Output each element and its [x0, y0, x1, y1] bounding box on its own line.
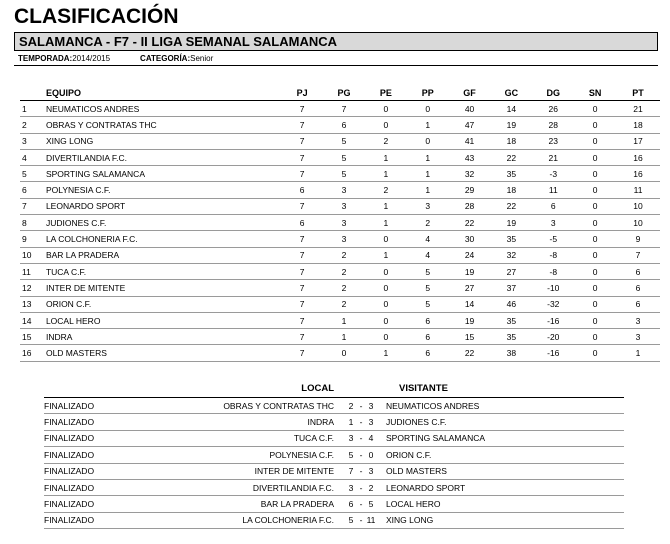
cell-gf: 30	[449, 231, 491, 247]
cell-pe: 0	[365, 296, 407, 312]
cell-gc: 46	[490, 296, 532, 312]
result-away-score: 11	[366, 512, 376, 528]
cell-gc: 35	[490, 231, 532, 247]
cell-sn: 0	[574, 312, 616, 328]
season-info	[14, 53, 658, 66]
cell-dg: 26	[532, 101, 574, 117]
list-item	[44, 496, 624, 512]
cell-dg: 6	[532, 198, 574, 214]
cell-gf: 24	[449, 247, 491, 263]
cell-team: LOCAL HERO	[42, 312, 281, 328]
result-status: FINALIZADO	[44, 447, 174, 463]
result-away: SPORTING SALAMANCA	[376, 430, 624, 446]
category-label: CATEGORÍA:	[140, 54, 191, 63]
cell-pj: 7	[281, 117, 323, 133]
column-header-pt: PT	[616, 86, 660, 101]
cell-gf: 15	[449, 329, 491, 345]
cell-sn: 0	[574, 345, 616, 361]
list-item	[44, 398, 624, 414]
cell-pt: 3	[616, 329, 660, 345]
cell-gf: 41	[449, 133, 491, 149]
result-away-score: 2	[366, 479, 376, 495]
cell-pos: 3	[20, 133, 42, 149]
cell-team: ORION C.F.	[42, 296, 281, 312]
result-sep: -	[356, 447, 366, 463]
cell-pg: 2	[323, 247, 365, 263]
cell-pos: 7	[20, 198, 42, 214]
list-item	[44, 512, 624, 528]
results-header-visitor: VISITANTE	[399, 383, 448, 394]
cell-pg: 0	[323, 345, 365, 361]
cell-pp: 3	[407, 198, 449, 214]
cell-pp: 2	[407, 215, 449, 231]
season-label: TEMPORADA:	[18, 54, 73, 63]
cell-gc: 22	[490, 198, 532, 214]
cell-pos: 13	[20, 296, 42, 312]
cell-sn: 0	[574, 329, 616, 345]
list-item	[44, 447, 624, 463]
result-home-score: 5	[346, 447, 356, 463]
cell-pt: 16	[616, 149, 660, 165]
cell-sn: 0	[574, 198, 616, 214]
cell-pt: 16	[616, 166, 660, 182]
cell-sn: 0	[574, 247, 616, 263]
result-status: FINALIZADO	[44, 414, 174, 430]
result-home-score: 5	[346, 512, 356, 528]
cell-pe: 1	[365, 149, 407, 165]
cell-dg: 23	[532, 133, 574, 149]
cell-pg: 5	[323, 133, 365, 149]
column-header-pj: PJ	[281, 86, 323, 101]
result-away-score: 0	[366, 447, 376, 463]
column-header-sn: SN	[574, 86, 616, 101]
cell-pe: 1	[365, 166, 407, 182]
cell-gc: 35	[490, 312, 532, 328]
cell-pe: 0	[365, 101, 407, 117]
cell-pj: 6	[281, 215, 323, 231]
cell-sn: 0	[574, 215, 616, 231]
cell-pos: 1	[20, 101, 42, 117]
cell-sn: 0	[574, 149, 616, 165]
league-name-bar	[14, 32, 658, 51]
cell-pj: 7	[281, 166, 323, 182]
table-row	[20, 345, 660, 361]
cell-pt: 10	[616, 215, 660, 231]
standings-header-row	[20, 86, 660, 101]
table-row	[20, 231, 660, 247]
table-row	[20, 149, 660, 165]
result-away-score: 3	[366, 398, 376, 414]
cell-gf: 47	[449, 117, 491, 133]
league-name: SALAMANCA - F7 - II LIGA SEMANAL SALAMANCA	[19, 34, 338, 49]
column-header-dg: DG	[532, 86, 574, 101]
cell-pg: 3	[323, 231, 365, 247]
column-header-pg: PG	[323, 86, 365, 101]
result-sep: -	[356, 414, 366, 430]
list-item	[44, 479, 624, 495]
result-sep: -	[356, 430, 366, 446]
cell-pj: 7	[281, 312, 323, 328]
cell-pt: 11	[616, 182, 660, 198]
cell-pos: 2	[20, 117, 42, 133]
cell-pp: 1	[407, 166, 449, 182]
table-row	[20, 101, 660, 117]
result-home-score: 3	[346, 430, 356, 446]
cell-pj: 7	[281, 263, 323, 279]
cell-pp: 6	[407, 345, 449, 361]
result-away-score: 3	[366, 463, 376, 479]
cell-pt: 6	[616, 280, 660, 296]
cell-gf: 40	[449, 101, 491, 117]
cell-pp: 6	[407, 312, 449, 328]
cell-pt: 17	[616, 133, 660, 149]
cell-pos: 6	[20, 182, 42, 198]
list-item	[44, 430, 624, 446]
cell-pg: 6	[323, 117, 365, 133]
table-row	[20, 215, 660, 231]
result-away: OLD MASTERS	[376, 463, 624, 479]
cell-pt: 7	[616, 247, 660, 263]
cell-pos: 16	[20, 345, 42, 361]
cell-dg: -5	[532, 231, 574, 247]
result-sep: -	[356, 512, 366, 528]
result-away-score: 5	[366, 496, 376, 512]
result-status: FINALIZADO	[44, 430, 174, 446]
cell-pe: 0	[365, 231, 407, 247]
cell-gc: 18	[490, 182, 532, 198]
cell-pt: 6	[616, 263, 660, 279]
cell-team: SPORTING SALAMANCA	[42, 166, 281, 182]
cell-pos: 4	[20, 149, 42, 165]
cell-pe: 1	[365, 215, 407, 231]
cell-team: OBRAS Y CONTRATAS THC	[42, 117, 281, 133]
cell-gc: 19	[490, 215, 532, 231]
cell-pg: 2	[323, 280, 365, 296]
cell-gc: 14	[490, 101, 532, 117]
cell-pos: 9	[20, 231, 42, 247]
cell-pp: 5	[407, 263, 449, 279]
cell-gf: 28	[449, 198, 491, 214]
cell-pj: 7	[281, 280, 323, 296]
result-status: FINALIZADO	[44, 479, 174, 495]
result-status: FINALIZADO	[44, 463, 174, 479]
cell-pe: 0	[365, 117, 407, 133]
cell-pe: 0	[365, 280, 407, 296]
column-header-pos	[20, 86, 42, 101]
results-table	[44, 397, 624, 529]
cell-team: INTER DE MITENTE	[42, 280, 281, 296]
table-row	[20, 312, 660, 328]
cell-dg: -8	[532, 263, 574, 279]
cell-sn: 0	[574, 166, 616, 182]
cell-pt: 1	[616, 345, 660, 361]
table-row	[20, 198, 660, 214]
cell-sn: 0	[574, 117, 616, 133]
result-home: INDRA	[174, 414, 346, 430]
table-row	[20, 182, 660, 198]
cell-pg: 2	[323, 263, 365, 279]
cell-pg: 2	[323, 296, 365, 312]
cell-dg: 3	[532, 215, 574, 231]
cell-pos: 5	[20, 166, 42, 182]
cell-team: INDRA	[42, 329, 281, 345]
result-home: OBRAS Y CONTRATAS THC	[174, 398, 346, 414]
cell-gf: 14	[449, 296, 491, 312]
result-status: FINALIZADO	[44, 496, 174, 512]
cell-gf: 19	[449, 312, 491, 328]
list-item	[44, 463, 624, 479]
cell-dg: 21	[532, 149, 574, 165]
result-home: BAR LA PRADERA	[174, 496, 346, 512]
cell-sn: 0	[574, 296, 616, 312]
cell-dg: -32	[532, 296, 574, 312]
cell-pj: 7	[281, 149, 323, 165]
table-row	[20, 117, 660, 133]
cell-team: TUCA C.F.	[42, 263, 281, 279]
result-sep: -	[356, 398, 366, 414]
cell-pe: 1	[365, 247, 407, 263]
cell-dg: -10	[532, 280, 574, 296]
result-home-score: 1	[346, 414, 356, 430]
table-row	[20, 133, 660, 149]
result-home-score: 7	[346, 463, 356, 479]
cell-gf: 19	[449, 263, 491, 279]
cell-pe: 0	[365, 312, 407, 328]
cell-gc: 27	[490, 263, 532, 279]
cell-pt: 6	[616, 296, 660, 312]
result-away: NEUMATICOS ANDRES	[376, 398, 624, 414]
cell-sn: 0	[574, 280, 616, 296]
cell-gc: 35	[490, 166, 532, 182]
cell-pj: 7	[281, 247, 323, 263]
result-sep: -	[356, 463, 366, 479]
table-row	[20, 166, 660, 182]
cell-pg: 3	[323, 215, 365, 231]
result-sep: -	[356, 479, 366, 495]
category-value: Senior	[190, 54, 214, 63]
cell-pos: 12	[20, 280, 42, 296]
cell-pj: 7	[281, 101, 323, 117]
cell-pp: 1	[407, 149, 449, 165]
result-away-score: 4	[366, 430, 376, 446]
cell-pe: 1	[365, 345, 407, 361]
cell-gc: 18	[490, 133, 532, 149]
cell-pe: 2	[365, 182, 407, 198]
cell-pg: 7	[323, 101, 365, 117]
cell-gf: 29	[449, 182, 491, 198]
cell-pos: 8	[20, 215, 42, 231]
cell-team: DIVERTILANDIA F.C.	[42, 149, 281, 165]
cell-dg: -20	[532, 329, 574, 345]
cell-gc: 22	[490, 149, 532, 165]
cell-gc: 32	[490, 247, 532, 263]
cell-pp: 6	[407, 329, 449, 345]
cell-pg: 1	[323, 329, 365, 345]
cell-pj: 7	[281, 296, 323, 312]
cell-pp: 4	[407, 247, 449, 263]
result-home: INTER DE MITENTE	[174, 463, 346, 479]
page-title: CLASIFICACIÓN	[14, 5, 179, 28]
cell-dg: -3	[532, 166, 574, 182]
cell-team: BAR LA PRADERA	[42, 247, 281, 263]
cell-team: JUDIONES C.F.	[42, 215, 281, 231]
column-header-gf: GF	[449, 86, 491, 101]
cell-pg: 1	[323, 312, 365, 328]
table-row	[20, 263, 660, 279]
cell-gf: 22	[449, 345, 491, 361]
cell-pe: 2	[365, 133, 407, 149]
result-home: LA COLCHONERIA F.C.	[174, 512, 346, 528]
cell-pg: 3	[323, 182, 365, 198]
cell-pt: 18	[616, 117, 660, 133]
cell-dg: -16	[532, 312, 574, 328]
cell-pp: 1	[407, 182, 449, 198]
result-status: FINALIZADO	[44, 512, 174, 528]
column-header-pp: PP	[407, 86, 449, 101]
cell-team: XING LONG	[42, 133, 281, 149]
standings-table	[20, 86, 660, 362]
cell-dg: -16	[532, 345, 574, 361]
cell-dg: 11	[532, 182, 574, 198]
cell-gf: 27	[449, 280, 491, 296]
cell-team: LEONARDO SPORT	[42, 198, 281, 214]
list-item	[44, 414, 624, 430]
cell-pp: 0	[407, 133, 449, 149]
cell-pos: 15	[20, 329, 42, 345]
cell-pj: 7	[281, 345, 323, 361]
result-away: XING LONG	[376, 512, 624, 528]
cell-pj: 6	[281, 182, 323, 198]
cell-gc: 38	[490, 345, 532, 361]
cell-pg: 3	[323, 198, 365, 214]
result-status: FINALIZADO	[44, 398, 174, 414]
cell-pos: 14	[20, 312, 42, 328]
results-header	[44, 381, 624, 395]
result-home-score: 6	[346, 496, 356, 512]
cell-sn: 0	[574, 182, 616, 198]
result-away: ORION C.F.	[376, 447, 624, 463]
results-header-local: LOCAL	[301, 383, 334, 394]
column-header-pe: PE	[365, 86, 407, 101]
cell-pp: 5	[407, 280, 449, 296]
result-away: LEONARDO SPORT	[376, 479, 624, 495]
cell-pe: 0	[365, 263, 407, 279]
result-sep: -	[356, 496, 366, 512]
table-row	[20, 247, 660, 263]
result-home-score: 2	[346, 398, 356, 414]
cell-pe: 0	[365, 329, 407, 345]
cell-gf: 43	[449, 149, 491, 165]
table-row	[20, 280, 660, 296]
cell-gf: 22	[449, 215, 491, 231]
table-row	[20, 296, 660, 312]
cell-pj: 7	[281, 329, 323, 345]
cell-dg: 28	[532, 117, 574, 133]
cell-pe: 1	[365, 198, 407, 214]
cell-pt: 3	[616, 312, 660, 328]
cell-pp: 5	[407, 296, 449, 312]
result-away-score: 3	[366, 414, 376, 430]
season-value: 2014/2015	[72, 54, 111, 63]
cell-sn: 0	[574, 101, 616, 117]
cell-pt: 21	[616, 101, 660, 117]
cell-team: NEUMATICOS ANDRES	[42, 101, 281, 117]
cell-pp: 4	[407, 231, 449, 247]
result-home-score: 3	[346, 479, 356, 495]
cell-sn: 0	[574, 133, 616, 149]
result-home: TUCA C.F.	[174, 430, 346, 446]
cell-pj: 7	[281, 231, 323, 247]
column-header-gc: GC	[490, 86, 532, 101]
cell-gc: 19	[490, 117, 532, 133]
cell-team: LA COLCHONERIA F.C.	[42, 231, 281, 247]
cell-gc: 35	[490, 329, 532, 345]
cell-sn: 0	[574, 263, 616, 279]
cell-pp: 1	[407, 117, 449, 133]
result-away: LOCAL HERO	[376, 496, 624, 512]
column-header-team: EQUIPO	[42, 86, 281, 101]
table-row	[20, 329, 660, 345]
cell-team: OLD MASTERS	[42, 345, 281, 361]
cell-pj: 7	[281, 198, 323, 214]
cell-pt: 9	[616, 231, 660, 247]
cell-gc: 37	[490, 280, 532, 296]
result-home: POLYNESIA C.F.	[174, 447, 346, 463]
cell-pos: 10	[20, 247, 42, 263]
cell-pt: 10	[616, 198, 660, 214]
cell-gf: 32	[449, 166, 491, 182]
cell-pp: 0	[407, 101, 449, 117]
cell-pg: 5	[323, 149, 365, 165]
result-away: JUDIONES C.F.	[376, 414, 624, 430]
cell-pg: 5	[323, 166, 365, 182]
cell-team: POLYNESIA C.F.	[42, 182, 281, 198]
cell-pj: 7	[281, 133, 323, 149]
cell-sn: 0	[574, 231, 616, 247]
result-home: DIVERTILANDIA F.C.	[174, 479, 346, 495]
cell-pos: 11	[20, 263, 42, 279]
cell-dg: -8	[532, 247, 574, 263]
